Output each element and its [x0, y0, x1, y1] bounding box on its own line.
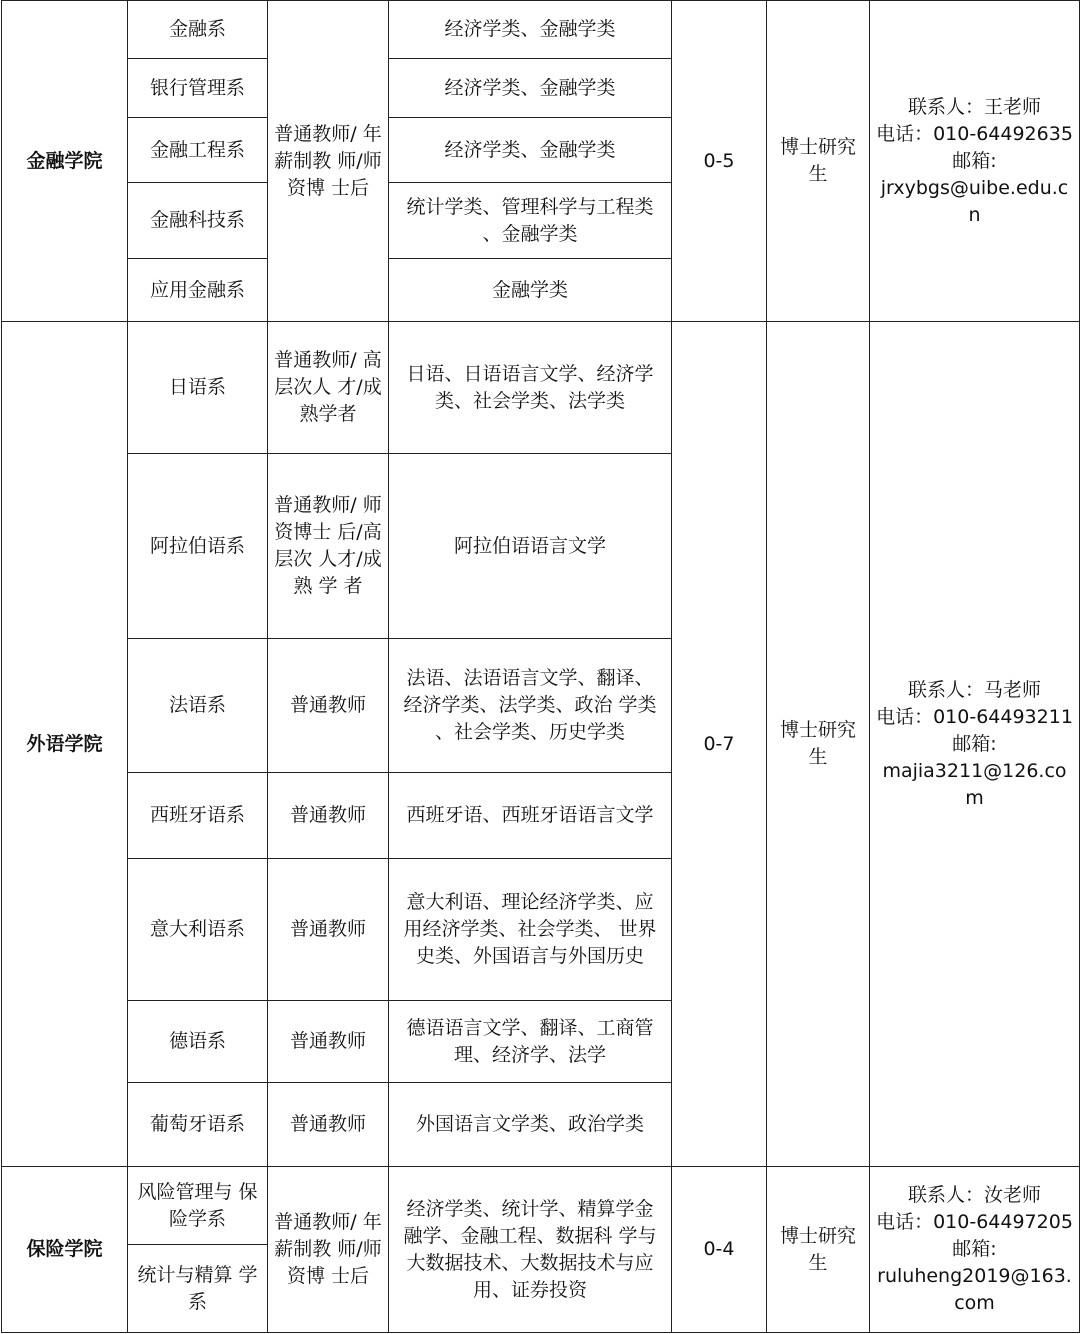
position-type: 普通教师 [268, 1001, 389, 1083]
department-name: 统计与精算 学系 [128, 1245, 268, 1333]
experience-years: 0-5 [672, 1, 767, 322]
contact-email: majia3211@126.com [882, 759, 1067, 809]
position-type: 普通教师/ 年薪制教 师/师资博 士后 [268, 1, 389, 322]
contact-email-label: 邮箱: [952, 732, 997, 755]
position-type: 普通教师/ 高层次人 才/成熟学者 [268, 322, 389, 454]
major-requirements: 阿拉伯语语言文学 [389, 454, 672, 639]
degree-requirement: 博士研究生 [767, 1167, 870, 1333]
experience-years: 0-7 [672, 322, 767, 1167]
contact-phone: 电话：010-64493211 [876, 705, 1073, 728]
department-name: 金融工程系 [128, 118, 268, 183]
department-name: 西班牙语系 [128, 773, 268, 859]
contact-info [870, 1167, 1080, 1333]
contact-email: jrxybgs@uibe.edu.cn [880, 176, 1069, 226]
department-name: 应用金融系 [128, 259, 268, 322]
major-requirements: 经济学类、金融学类 [389, 1, 672, 59]
position-type: 普通教师 [268, 639, 389, 773]
major-requirements: 经济学类、统计学、精算学金 融学、金融工程、数据科 学与 大数据技术、大数据技术与应 用、证券投资 [389, 1167, 672, 1333]
contact-phone: 电话：010-64492635 [876, 122, 1073, 145]
position-type: 普通教师/ 师资博士 后/高层次 人才/成熟 学 者 [268, 454, 389, 639]
college-name: 保险学院 [2, 1167, 128, 1333]
major-requirements: 西班牙语、西班牙语语言文学 [389, 773, 672, 859]
contact-email-label: 邮箱: [952, 149, 997, 172]
major-requirements: 经济学类、金融学类 [389, 118, 672, 183]
major-requirements: 经济学类、金融学类 [389, 59, 672, 118]
college-name: 外语学院 [2, 322, 128, 1167]
major-requirements: 日语、日语语言文学、经济学 类、社会学类、法学类 [389, 322, 672, 454]
college-name: 金融学院 [2, 1, 128, 322]
department-name: 阿拉伯语系 [128, 454, 268, 639]
department-name: 风险管理与 保险学系 [128, 1167, 268, 1245]
contact-person: 联系人：汝老师 [907, 1184, 1041, 1206]
department-name: 德语系 [128, 1001, 268, 1083]
table-row [2, 322, 1080, 454]
degree-requirement: 博士研究生 [767, 1, 870, 322]
contact-info [870, 322, 1080, 1167]
major-requirements: 意大利语、理论经济学类、应 用经济学类、社会学类、 世界 史类、外国语言与外国历史 [389, 859, 672, 1001]
contact-person: 联系人：王老师 [907, 95, 1041, 118]
position-type: 普通教师/ 年薪制教 师/师资博 士后 [268, 1167, 389, 1333]
department-name: 金融科技系 [128, 183, 268, 259]
position-type: 普通教师 [268, 1083, 389, 1167]
position-type: 普通教师 [268, 773, 389, 859]
table-row [2, 1, 1080, 59]
department-name: 银行管理系 [128, 59, 268, 118]
major-requirements: 统计学类、管理科学与工程类 、金融学类 [389, 183, 672, 259]
major-requirements: 德语语言文学、翻译、工商管 理、经济学、法学 [389, 1001, 672, 1083]
major-requirements: 金融学类 [389, 259, 672, 322]
experience-years: 0-4 [672, 1167, 767, 1333]
department-name: 法语系 [128, 639, 268, 773]
department-name: 葡萄牙语系 [128, 1083, 268, 1167]
major-requirements: 法语、法语语言文学、翻译、 经济学类、法学类、政治 学类 、社会学类、历史学类 [389, 639, 672, 773]
department-name: 日语系 [128, 322, 268, 454]
contact-person: 联系人：马老师 [907, 678, 1041, 701]
department-name: 意大利语系 [128, 859, 268, 1001]
contact-info [870, 1, 1080, 322]
table-row [2, 1167, 1080, 1245]
recruitment-table [1, 0, 1080, 1333]
department-name: 金融系 [128, 1, 268, 59]
position-type: 普通教师 [268, 859, 389, 1001]
degree-requirement: 博士研究生 [767, 322, 870, 1167]
contact-email-label: 邮箱: [952, 1238, 997, 1260]
major-requirements: 外国语言文学类、政治学类 [389, 1083, 672, 1167]
contact-email: ruluheng2019@163.com [877, 1265, 1072, 1314]
contact-phone: 电话：010-64497205 [876, 1211, 1073, 1233]
